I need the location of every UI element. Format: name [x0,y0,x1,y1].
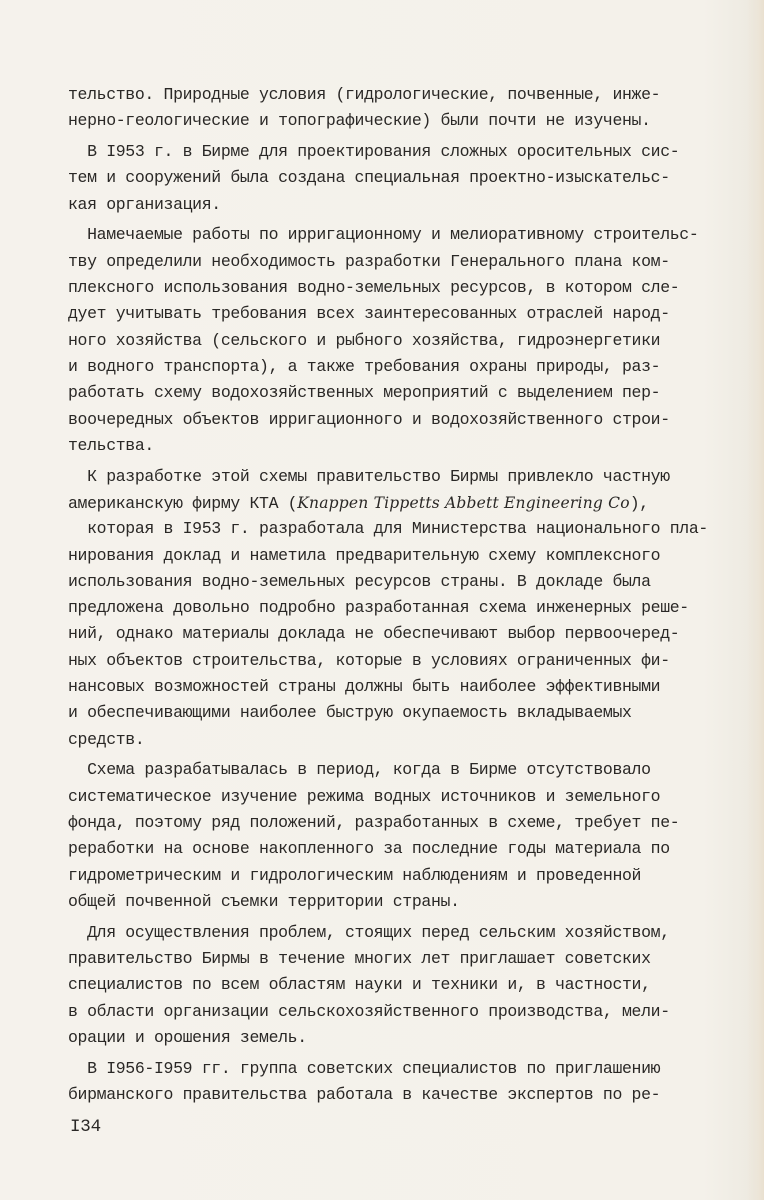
text-line: тельство. Природные условия (гидрологические, почвенные, инже- [68,85,661,104]
text-line: систематическое изучение режима водных источников и земельного [68,786,661,806]
text-line: гидрометрическим и гидрологическим наблюдениям и проведенной [68,865,642,885]
text-line: плексного использования водно-земельных ресурсов, в котором сле- [68,278,680,298]
firm-intro: американскую фирму КТА ( [68,493,298,513]
paragraph-7 [68,1056,736,1109]
text-line: и водного транспорта), а также требования охраны природы, раз- [68,356,661,376]
text-line: нирования доклад и наметила предварительную схему комплексного [68,545,661,565]
text-line: кая организация. [68,194,221,214]
text-line: дует учитывать требования всех заинтересованных отраслей народ- [68,304,670,324]
text-line: правительство Бирмы в течение многих лет приглашает советских [68,949,651,968]
text-line: тельства. [68,435,154,455]
text-line: специалистов по всем областям науки и техники и, в частности, [68,975,651,995]
text-line: которая в I953 г. разработала для Министерства национального пла- [68,519,708,539]
text-line: В I953 г. в Бирме для проектирования сложных оросительных сис- [68,142,680,162]
text-line: реработки на основе накопленного за последние годы материала по [68,839,670,859]
text-line: средств. [68,729,145,749]
text-line: и обеспечивающими наиболее быструю окупаемость вкладываемых [68,703,632,723]
text-line: Для осуществления проблем, стоящих перед сельским хозяйством, [68,922,670,942]
text-line: воочередных объектов ирригационного и водохозяйственного строи- [68,409,670,429]
page-number: I34 [70,1117,101,1137]
text-line: общей почвенной съемки территории страны. [68,891,460,911]
paragraph-5 [68,757,736,915]
body-text [68,82,736,1108]
text-line: ных объектов строительства, которые в условиях ограниченных фи- [68,650,670,670]
text-line: ного хозяйства (сельского и рыбного хозяйства, гидроэнергетики [68,330,661,350]
text-line: нансовых возможностей страны должны быть наиболее эффективными [68,677,661,697]
page-edge-shadow [746,0,764,1200]
paragraph-3 [68,222,736,459]
text-line: тву определили необходимость разработки Генерального плана ком- [68,251,670,271]
text-line: бирманского правительства работала в качестве экспертов по ре- [68,1084,661,1104]
paragraph-1 [68,82,736,135]
text-line: нерно-геологические и топографические) были почти не изучены. [68,111,651,131]
text-line: фонда, поэтому ряд положений, разработанных в схеме, требует пе- [68,813,680,833]
paragraph-6 [68,920,736,1051]
text-line: тем и сооружений была создана специальная проектно-изыскательс- [68,168,670,188]
text-line: В I956-I959 гг. группа советских специалистов по приглашению [68,1058,661,1078]
text-line: предложена довольно подробно разработанная схема инженерных реше- [68,598,689,618]
handwritten-firm-name: Knappen Tippetts Abbett Engineering Co [297,493,630,512]
firm-close: ), [629,493,649,513]
text-line: ний, однако материалы доклада не обеспечивают выбор первоочеред- [68,624,680,644]
text-line: К разработке этой схемы правительство Бирмы привлекло частную [68,466,670,486]
text-line: работать схему водохозяйственных мероприятий с выделением пер- [68,383,661,403]
text-line: орации и орошения земель. [68,1027,307,1047]
text-line-firm [68,490,736,516]
text-line: в области организации сельскохозяйственного производства, мели- [68,1001,670,1021]
text-line: Намечаемые работы по ирригационному и мелиоративному строительс- [68,225,699,245]
paragraph-2 [68,139,736,218]
text-line: использования водно-земельных ресурсов страны. В докладе была [68,571,651,591]
text-line: Схема разрабатывалась в период, когда в Бирме отсутствовало [68,760,651,780]
paragraph-4 [68,464,736,753]
